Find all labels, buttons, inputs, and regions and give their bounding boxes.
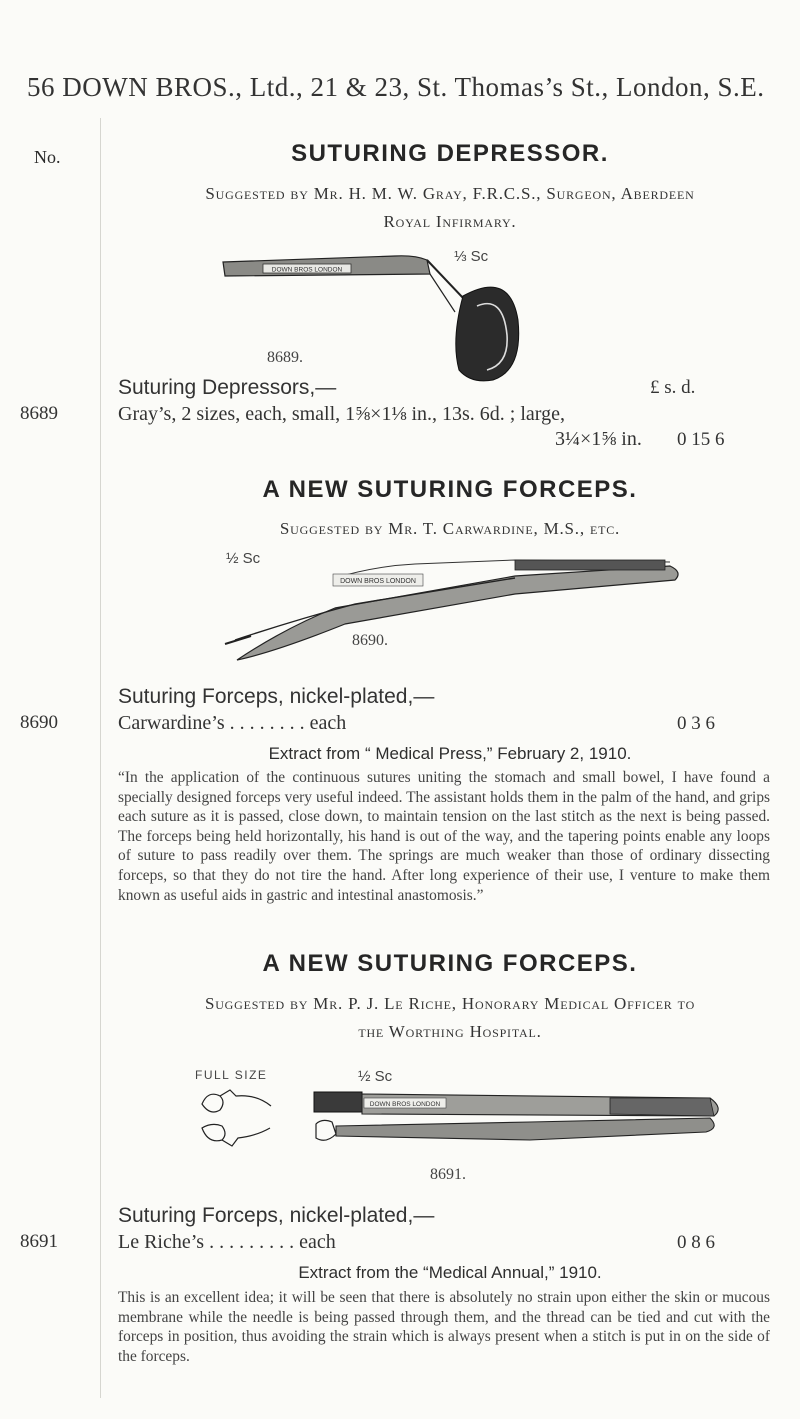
catalogue-number-8691: 8691 (20, 1231, 58, 1252)
catalogue-number-8690: 8690 (20, 712, 58, 733)
suggested-by-carwardine: Suggested by Mr. T. Carwardine, M.S., etc. (279, 519, 621, 538)
carwardine-extract-body: “In the application of the continuous sutures uniting the stomach and small bowel, I have found a specially designed forceps very useful indeed. The assistant holds them in the palm of the hand, and grips each suture as it is passed, close down, to maintain tension on the last stitch as the next is being passed. The forceps being held horizontally, his hand is out of the way, and the tapering points enable any loops of suture to pass readily over them. The springs are much weaker than those of ordinary dissecting forceps, so that they do not tire the hand. After long experience of their use, I venture to make them known as useful aids in gastric and intestinal anastomosis.” (118, 769, 770, 904)
le-riche-tip-full-size-illustration (196, 1088, 276, 1148)
section-heading-depressor: SUTURING DEPRESSOR. (291, 140, 609, 167)
carwardine-product-line1: Carwardine’s . . . . . . . . each (118, 712, 347, 734)
carwardine-product-title: Suturing Forceps, nickel-plated,— (118, 685, 435, 708)
depressor-brand-stamp: DOWN BROS LONDON (271, 266, 343, 274)
le-riche-extract-body: This is an excellent idea; it will be seen that there is absolutely no strain upon either the skin or mucous membrane while the needle is being passed through them, and the thread can be tied and cut with the forceps in position, thus avoiding the strain which is always present when a stitch is put in on the side of the forceps. (118, 1289, 770, 1365)
section-heading-carwardine: A NEW SUTURING FORCEPS. (262, 476, 638, 503)
carwardine-figure-number: 8690. (352, 632, 388, 649)
carwardine-scale: ½ Sc (226, 550, 261, 567)
carwardine-brand-stamp: DOWN BROS LONDON (340, 578, 416, 585)
full-size-label: FULL SIZE (195, 1068, 268, 1082)
depressor-product-title: Suturing Depressors,— (118, 376, 337, 399)
le-riche-brand-stamp: DOWN BROS LONDON (369, 1101, 441, 1108)
le-riche-scale: ½ Sc (358, 1068, 393, 1085)
carwardine-forceps-illustration (215, 548, 685, 668)
le-riche-product-title: Suturing Forceps, nickel-plated,— (118, 1204, 435, 1227)
catalogue-number-8689: 8689 (20, 403, 58, 424)
le-riche-forceps-illustration (310, 1090, 730, 1150)
suggested-by-le-riche-line2: the Worthing Hospital. (358, 1022, 542, 1041)
section-heading-le-riche: A NEW SUTURING FORCEPS. (262, 950, 638, 977)
suggested-by-gray-line2: Royal Infirmary. (383, 212, 517, 231)
depressor-product-line2: 3¼×1⅝ in. (555, 428, 642, 450)
le-riche-product-line1: Le Riche’s . . . . . . . . . each (118, 1231, 336, 1253)
depressor-price: 0 15 6 (677, 429, 725, 450)
carwardine-extract-title: Extract from “ Medical Press,” February 2, 1910. (268, 744, 632, 763)
le-riche-price: 0 8 6 (677, 1232, 715, 1253)
depressor-product-line1: Gray’s, 2 sizes, each, small, 1⅝×1⅛ in., 13s. 6d. ; large, (118, 403, 565, 425)
depressor-figure-number: 8689. (267, 349, 303, 366)
page-header: 56 DOWN BROS., Ltd., 21 & 23, St. Thomas’s St., London, S.E. (27, 72, 765, 102)
le-riche-extract-title: Extract from the “Medical Annual,” 1910. (298, 1263, 602, 1282)
carwardine-price: 0 3 6 (677, 713, 715, 734)
column-label-no: No. (34, 147, 61, 167)
suggested-by-gray-line1: Suggested by Mr. H. M. W. Gray, F.R.C.S., Surgeon, Aberdeen (205, 184, 695, 203)
depressor-scale: ⅓ Sc (454, 248, 489, 265)
currency-header: £ s. d. (650, 377, 696, 398)
le-riche-figure-number: 8691. (430, 1166, 466, 1183)
suggested-by-le-riche-line1: Suggested by Mr. P. J. Le Riche, Honorary Medical Officer to (204, 994, 696, 1013)
